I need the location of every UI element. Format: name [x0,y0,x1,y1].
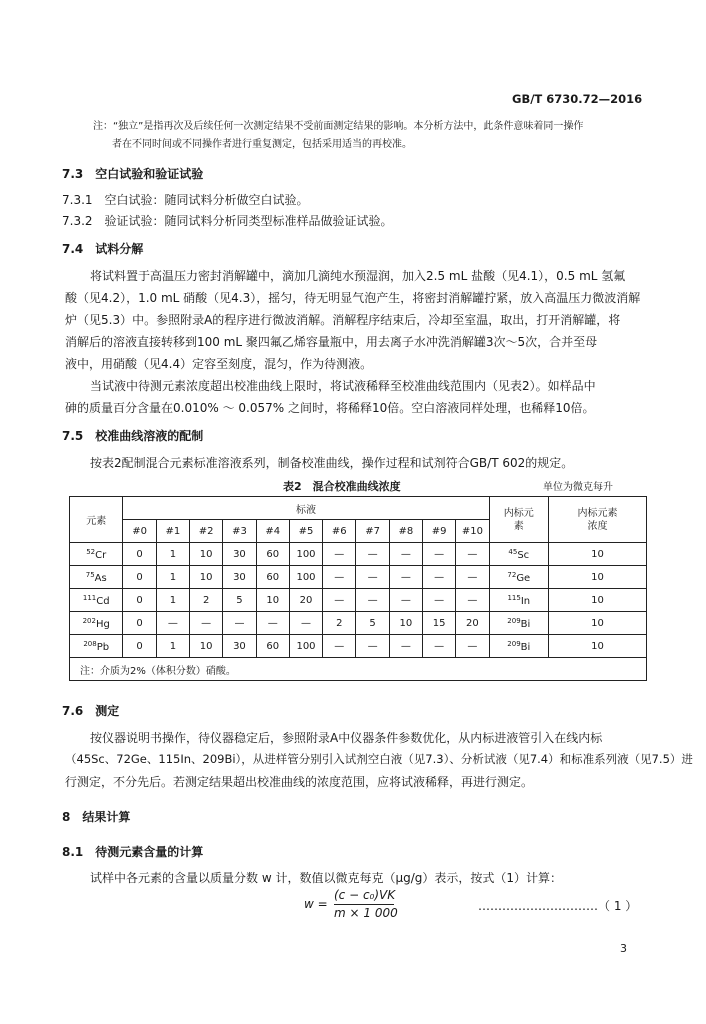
value-cell: — [422,566,455,589]
mass-number: 111 [82,593,97,602]
value-cell: — [156,612,189,635]
paragraph-line: 按仪器说明书操作，待仪器稳定后，参照附录A中仪器条件参数优化，从内标进液管引入在线内标 [90,731,603,745]
value-cell: — [389,635,422,658]
element-symbol: Cd [96,595,110,607]
value-cell: — [323,566,356,589]
section-7-6-title: 7.6 测定 [62,704,120,718]
element-symbol: Cr [95,549,107,561]
value-cell: — [389,589,422,612]
paragraph-line: 试样中各元素的含量以质量分数 w 计，数值以微克每克（μg/g）表示，按式（1）计算： [90,871,562,885]
std-col-header: #1 [156,520,189,543]
value-cell: — [422,589,455,612]
table-row [70,589,647,612]
value-cell: 10 [190,543,223,566]
std-col-header: #2 [190,520,223,543]
value-cell: — [389,543,422,566]
element-symbol: Hg [95,618,110,630]
value-cell: 20 [289,589,322,612]
mass-number: 202 [82,616,96,625]
element-symbol: As [94,572,107,584]
std-col-header: #9 [422,520,455,543]
table-header-internal [489,497,549,543]
value-cell: 0 [123,612,156,635]
value-cell: 1 [156,543,189,566]
value-cell: — [422,635,455,658]
value-cell: 20 [456,612,489,635]
paragraph-line: 行测定，不分先后。若测定结果超出校准曲线的浓度范围，应将试液稀释，再进行测定。 [65,775,534,789]
value-cell: 1 [156,635,189,658]
equation-number: …………………………（ 1 ） [478,899,638,913]
mass-number: 75 [85,570,95,579]
mass-number: 52 [86,547,96,556]
value-cell: — [323,589,356,612]
paragraph-line: 将试料置于高温压力密封消解罐中，滴加几滴纯水预湿润，加入2.5 mL 盐酸（见4.1），0.5 mL 氢氟 [90,269,626,283]
table-row [70,612,647,635]
paragraph-line: （45Sc、72Ge、115In、209Bi），从进样管分别引入试剂空白液（见7.3）、分析试液（见7.4）和标准系列液（见7.5）进 [65,752,693,766]
value-cell: 10 [256,589,289,612]
paragraph-line: 砷的质量百分含量在0.010% ～ 0.057% 之间时，将稀释10倍。空白溶液同样处理，也稀释10倍。 [65,401,595,415]
value-cell: — [456,589,489,612]
paragraph-line: 炉（见5.3）中。参照附录A的程序进行微波消解。消解程序结束后，冷却至室温，取出，打开消解罐，将 [65,313,621,327]
std-col-header: #7 [356,520,389,543]
section-7-3-1: 7.3.1 空白试验：随同试料分析做空白试验。 [62,193,309,207]
value-cell: 100 [289,635,322,658]
note-line-1: 注：“独立”是指再次及后续任何一次测定结果不受前面测定结果的影响。本分析方法中，此条件意味着同一操作 [93,121,584,132]
value-cell: — [356,635,389,658]
value-cell: 2 [323,612,356,635]
paragraph-line: 当试液中待测元素浓度超出校准曲线上限时，将试液稀释至校准曲线范围内（见表2）。如样品中 [90,379,596,393]
section-7-4-title: 7.4 试料分解 [62,242,144,256]
std-col-header: #8 [389,520,422,543]
table-header-internal-conc [549,497,647,543]
element-cell [70,589,123,612]
element-symbol: In [520,595,531,607]
value-cell: 10 [190,635,223,658]
internal-std-cell [489,543,549,566]
paragraph-line: 消解后的溶液直接转移到100 mL 聚四氟乙烯容量瓶中，用去离子水冲洗消解罐3次～5次，合并至母 [65,335,598,349]
internal-conc-cell: 10 [549,612,647,635]
value-cell: 0 [123,635,156,658]
section-7-5-title: 7.5 校准曲线溶液的配制 [62,429,204,443]
value-cell: 1 [156,589,189,612]
value-cell: — [289,612,322,635]
value-cell: 2 [190,589,223,612]
value-cell: 0 [123,566,156,589]
mass-number: 209 [507,616,521,625]
value-cell: — [323,543,356,566]
value-cell: 10 [190,566,223,589]
element-cell [70,566,123,589]
value-cell: 100 [289,566,322,589]
value-cell: 15 [422,612,455,635]
mass-number: 115 [507,593,521,602]
equation-denominator: m × 1 000 [334,906,398,920]
value-cell: 0 [123,589,156,612]
value-cell: — [456,543,489,566]
mass-number: 45 [508,547,518,556]
fraction-bar [334,904,394,905]
internal-std-cell [489,566,549,589]
internal-conc-cell: 10 [549,543,647,566]
value-cell: — [389,566,422,589]
table-row [70,543,647,566]
table-row [70,635,647,658]
page-number: 3 [620,942,627,955]
mass-number: 208 [83,639,97,648]
mass-number: 209 [507,639,521,648]
internal-std-cell [489,589,549,612]
equation-numerator: (c − c₀)VK [334,888,396,902]
value-cell: 30 [223,635,256,658]
internal-std-cell [489,635,549,658]
value-cell: 0 [123,543,156,566]
value-cell: 60 [256,635,289,658]
section-8-1-title: 8.1 待测元素含量的计算 [62,845,204,859]
value-cell: 10 [389,612,422,635]
internal-conc-cell: 10 [549,589,647,612]
paragraph-line: 酸（见4.2），1.0 mL 硝酸（见4.3），摇匀，待无明显气泡产生，将密封消解罐拧紧，放入高温压力微波消解 [65,291,641,305]
value-cell: — [456,566,489,589]
paragraph-line: 液中，用硝酸（见4.4）定容至刻度，混匀，作为待测液。 [65,357,373,371]
value-cell: — [422,543,455,566]
table-caption: 表2 混合校准曲线浓度 [283,480,401,493]
value-cell: — [323,635,356,658]
value-cell: — [223,612,256,635]
table-header-internal-conc-text: 内标元素浓度 [577,507,618,532]
std-col-header: #5 [289,520,322,543]
value-cell: — [356,543,389,566]
element-symbol: Bi [520,618,531,630]
std-col-header: #3 [223,520,256,543]
table-header-internal-text: 内标元素 [503,507,534,532]
internal-std-cell [489,612,549,635]
value-cell: — [256,612,289,635]
element-symbol: Pb [96,641,110,653]
table-row [70,566,647,589]
element-cell [70,543,123,566]
element-cell [70,612,123,635]
paragraph-line: 按表2配制混合元素标准溶液系列，制备校准曲线，操作过程和试剂符合GB/T 602的规定。 [90,456,574,470]
value-cell: 1 [156,566,189,589]
section-7-3-2: 7.3.2 验证试验：随同试料分析同类型标准样品做验证试验。 [62,214,393,228]
std-col-header: #4 [256,520,289,543]
element-symbol: Sc [517,549,530,561]
table-note: 注：介质为2%（体积分数）硝酸。 [70,658,647,681]
equation-lhs: w = [304,897,328,911]
section-8-title: 8 结果计算 [62,810,131,824]
value-cell: 30 [223,543,256,566]
std-col-header: #0 [123,520,156,543]
table-header-std: 标液 [123,497,489,520]
value-cell: 30 [223,566,256,589]
mass-number: 72 [507,570,517,579]
standard-code: GB/T 6730.72—2016 [512,92,643,106]
note-line-2: 者在不同时间或不同操作者进行重复测定，包括采用适当的再校准。 [112,139,412,150]
value-cell: 60 [256,566,289,589]
internal-conc-cell: 10 [549,635,647,658]
value-cell: 5 [223,589,256,612]
value-cell: — [356,566,389,589]
element-cell [70,635,123,658]
table-header-element: 元素 [70,497,123,543]
value-cell: — [356,589,389,612]
calibration-table [69,496,647,681]
std-col-header: #6 [323,520,356,543]
element-symbol: Ge [516,572,531,584]
value-cell: 100 [289,543,322,566]
element-symbol: Bi [520,641,531,653]
internal-conc-cell: 10 [549,566,647,589]
value-cell: — [456,635,489,658]
section-7-3-title: 7.3 空白试验和验证试验 [62,167,204,181]
value-cell: — [190,612,223,635]
value-cell: 5 [356,612,389,635]
table-unit: 单位为微克每升 [543,482,613,493]
std-col-header: #10 [456,520,489,543]
value-cell: 60 [256,543,289,566]
